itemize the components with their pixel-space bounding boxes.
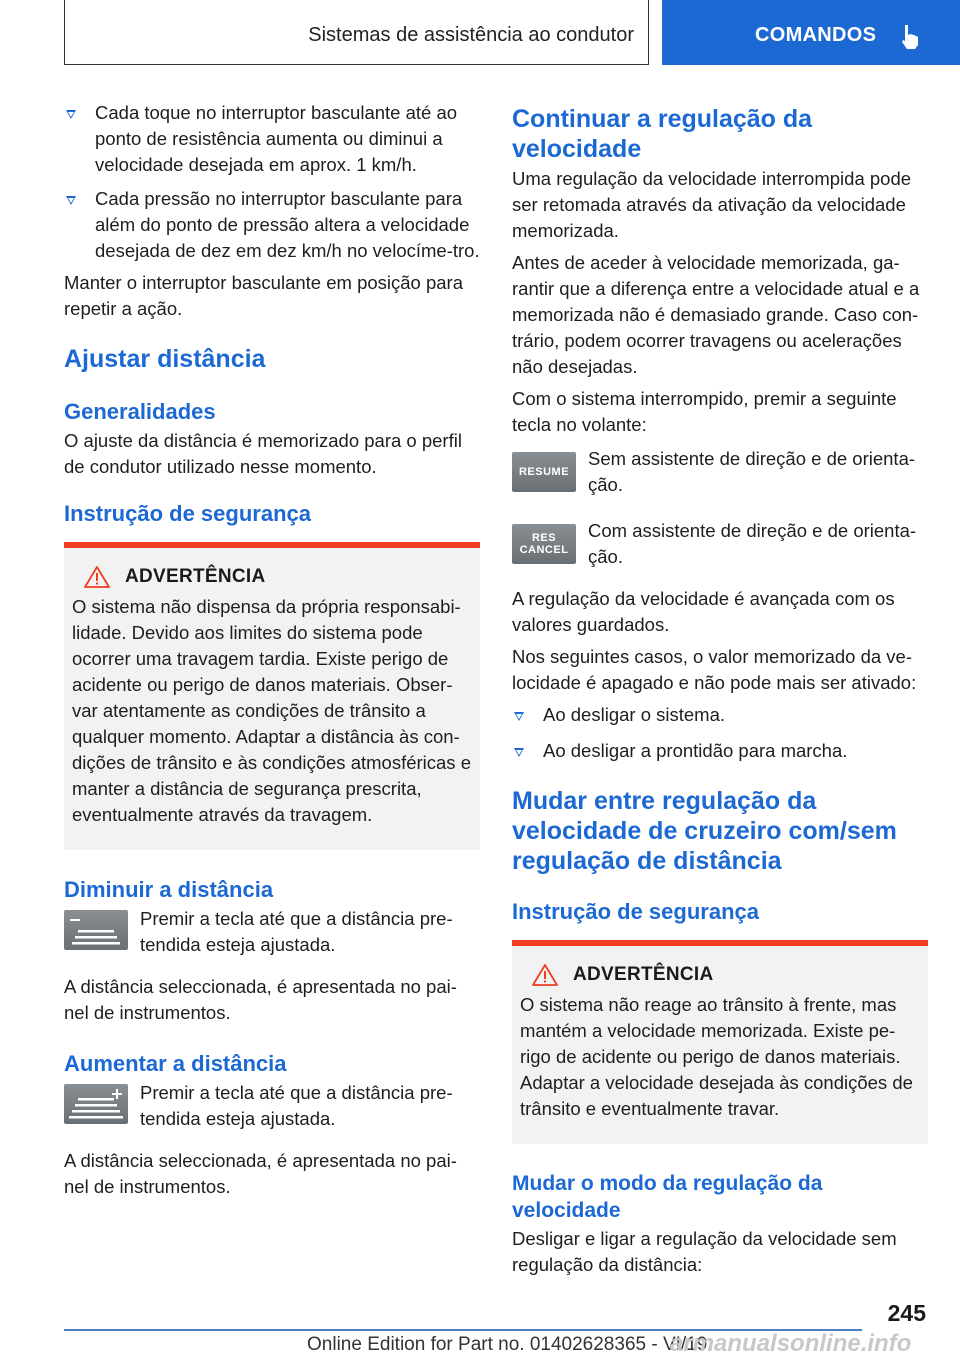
resume-key-icon: RESUME <box>512 452 576 492</box>
heading-increase-distance: Aumentar a distância <box>64 1051 287 1076</box>
triangle-bullet-icon <box>514 712 524 721</box>
heading-safety-right: Instrução de segurança <box>512 899 759 924</box>
warning-box-right <box>512 940 928 1144</box>
list-item: Cada pressão no interruptor basculante para além do ponto de pressão altera a velocidade desejada de dez em dez km/h no velocíme‐tro. <box>64 186 480 264</box>
chapter-label: COMANDOS <box>755 24 877 46</box>
pointing-hand-icon <box>900 23 920 49</box>
distance-increase-key-icon <box>64 1084 128 1124</box>
decrease-key-text: Premir a tecla até que a distância pre‐tendida esteja ajustada. <box>140 908 453 955</box>
running-header <box>64 0 649 65</box>
page-number: 245 <box>887 1300 926 1326</box>
triangle-bullet-icon <box>514 748 524 757</box>
list-item: Ao desligar a prontidão para marcha. <box>512 738 928 764</box>
increase-note: A distância seleccionada, é apresentada no pai‐nel de instrumentos. <box>64 1150 457 1197</box>
warning-triangle-icon <box>532 964 558 986</box>
res-cancel-key-row <box>512 518 928 570</box>
heading-continue: Continuar a regulação da velocidade <box>512 105 813 163</box>
footer-edition: Online Edition for Part no. 01402628365 - VI/19 <box>307 1334 708 1355</box>
warning-title: ADVERTÊNCIA <box>573 964 714 985</box>
section-title: Sistemas de assistência ao condutor <box>308 23 634 46</box>
continue-p5: Nos seguintes casos, o valor memorizado da ve‐locidade é apagado e não pode mais ser ativado: <box>512 646 917 693</box>
footer-watermark: armanualsonline.info <box>670 1330 912 1357</box>
heading-adjust-distance: Ajustar distância <box>64 345 266 373</box>
continue-p2: Antes de aceder à velocidade memorizada, ga‐rantir que a diferença entre a velocidade atual e a memorizada não é demasiado grande. Caso con‐trário, podem ocorrer travagens ou acelerações não desejadas. <box>512 252 920 377</box>
decrease-note: A distância seleccionada, é apresentada no pai‐nel de instrumentos. <box>64 976 457 1023</box>
general-text: O ajuste da distância é memorizado para o perfil de condutor utilizado nesse momento. <box>64 430 462 477</box>
hold-text: Manter o interruptor basculante em posição para repetir a ação. <box>64 272 463 319</box>
mode-text: Desligar e ligar a regulação da velocidade sem regulação da distância: <box>512 1228 897 1275</box>
heading-decrease-distance: Diminuir a distância <box>64 877 274 902</box>
heading-change-mode: Mudar o modo da regulação da velocidade <box>512 1172 823 1222</box>
heading-switch-mode: Mudar entre regulação da velocidade de cruzeiro com/sem regulação de distância <box>512 787 897 875</box>
continue-p3: Com o sistema interrompido, premir a seguinte tecla no volante: <box>512 388 897 435</box>
resume-key-text: Sem assistente de direção e de orienta‐ção. <box>588 448 916 495</box>
heading-general: Generalidades <box>64 399 216 424</box>
continue-p1: Uma regulação da velocidade interrompida pode ser retomada através da ativação da velocidade memorizada. <box>512 168 912 241</box>
list-item: Cada toque no interruptor basculante até ao ponto de resistência aumenta ou diminui a velocidade desejada em aprox. 1 km/h. <box>64 100 480 178</box>
right-column <box>512 100 928 1284</box>
chapter-badge <box>662 0 960 65</box>
decrease-key-row <box>64 906 480 958</box>
list-item: Ao desligar o sistema. <box>512 702 928 728</box>
resume-key-row <box>512 446 928 498</box>
warning-head <box>520 964 920 986</box>
warning-box-left <box>64 542 480 850</box>
warning-triangle-icon <box>84 566 110 588</box>
increase-key-text: Premir a tecla até que a distância pre‐tendida esteja ajustada. <box>140 1082 453 1129</box>
speed-bullets <box>64 100 480 264</box>
continue-p4: A regulação da velocidade é avançada com os valores guardados. <box>512 588 895 635</box>
warning-title: ADVERTÊNCIA <box>125 566 266 587</box>
res-cancel-key-text: Com assistente de direção e de orienta‐ção. <box>588 520 917 567</box>
res-cancel-key-icon: RES CANCEL <box>512 524 576 564</box>
increase-key-row <box>64 1080 480 1132</box>
warning-text: O sistema não dispensa da própria responsabi‐lidade. Devido aos limites do sistema pode ocorrer uma travagem tardia. Existe perigo de acidente ou perigo de danos materiais. Obser‐var atentamente as condições de trânsito a qualquer momento. Adaptar a distância às con‐dições de trânsito e às condições atmosféricas e manter a distância de segurança prescrita, eventualmente através da travagem. <box>72 596 471 825</box>
erase-bullets <box>512 702 928 764</box>
warning-head <box>72 566 472 588</box>
triangle-bullet-icon <box>66 196 76 205</box>
distance-decrease-key-icon <box>64 910 128 950</box>
heading-safety-left: Instrução de segurança <box>64 501 311 526</box>
warning-text: O sistema não reage ao trânsito à frente, mas mantém a velocidade memorizada. Existe pe‐rigo de acidente ou perigo de danos materiais. Adaptar a velocidade desejada às condições de trânsito e eventualmente travar. <box>520 994 913 1119</box>
triangle-bullet-icon <box>66 110 76 119</box>
left-column <box>64 100 480 1206</box>
